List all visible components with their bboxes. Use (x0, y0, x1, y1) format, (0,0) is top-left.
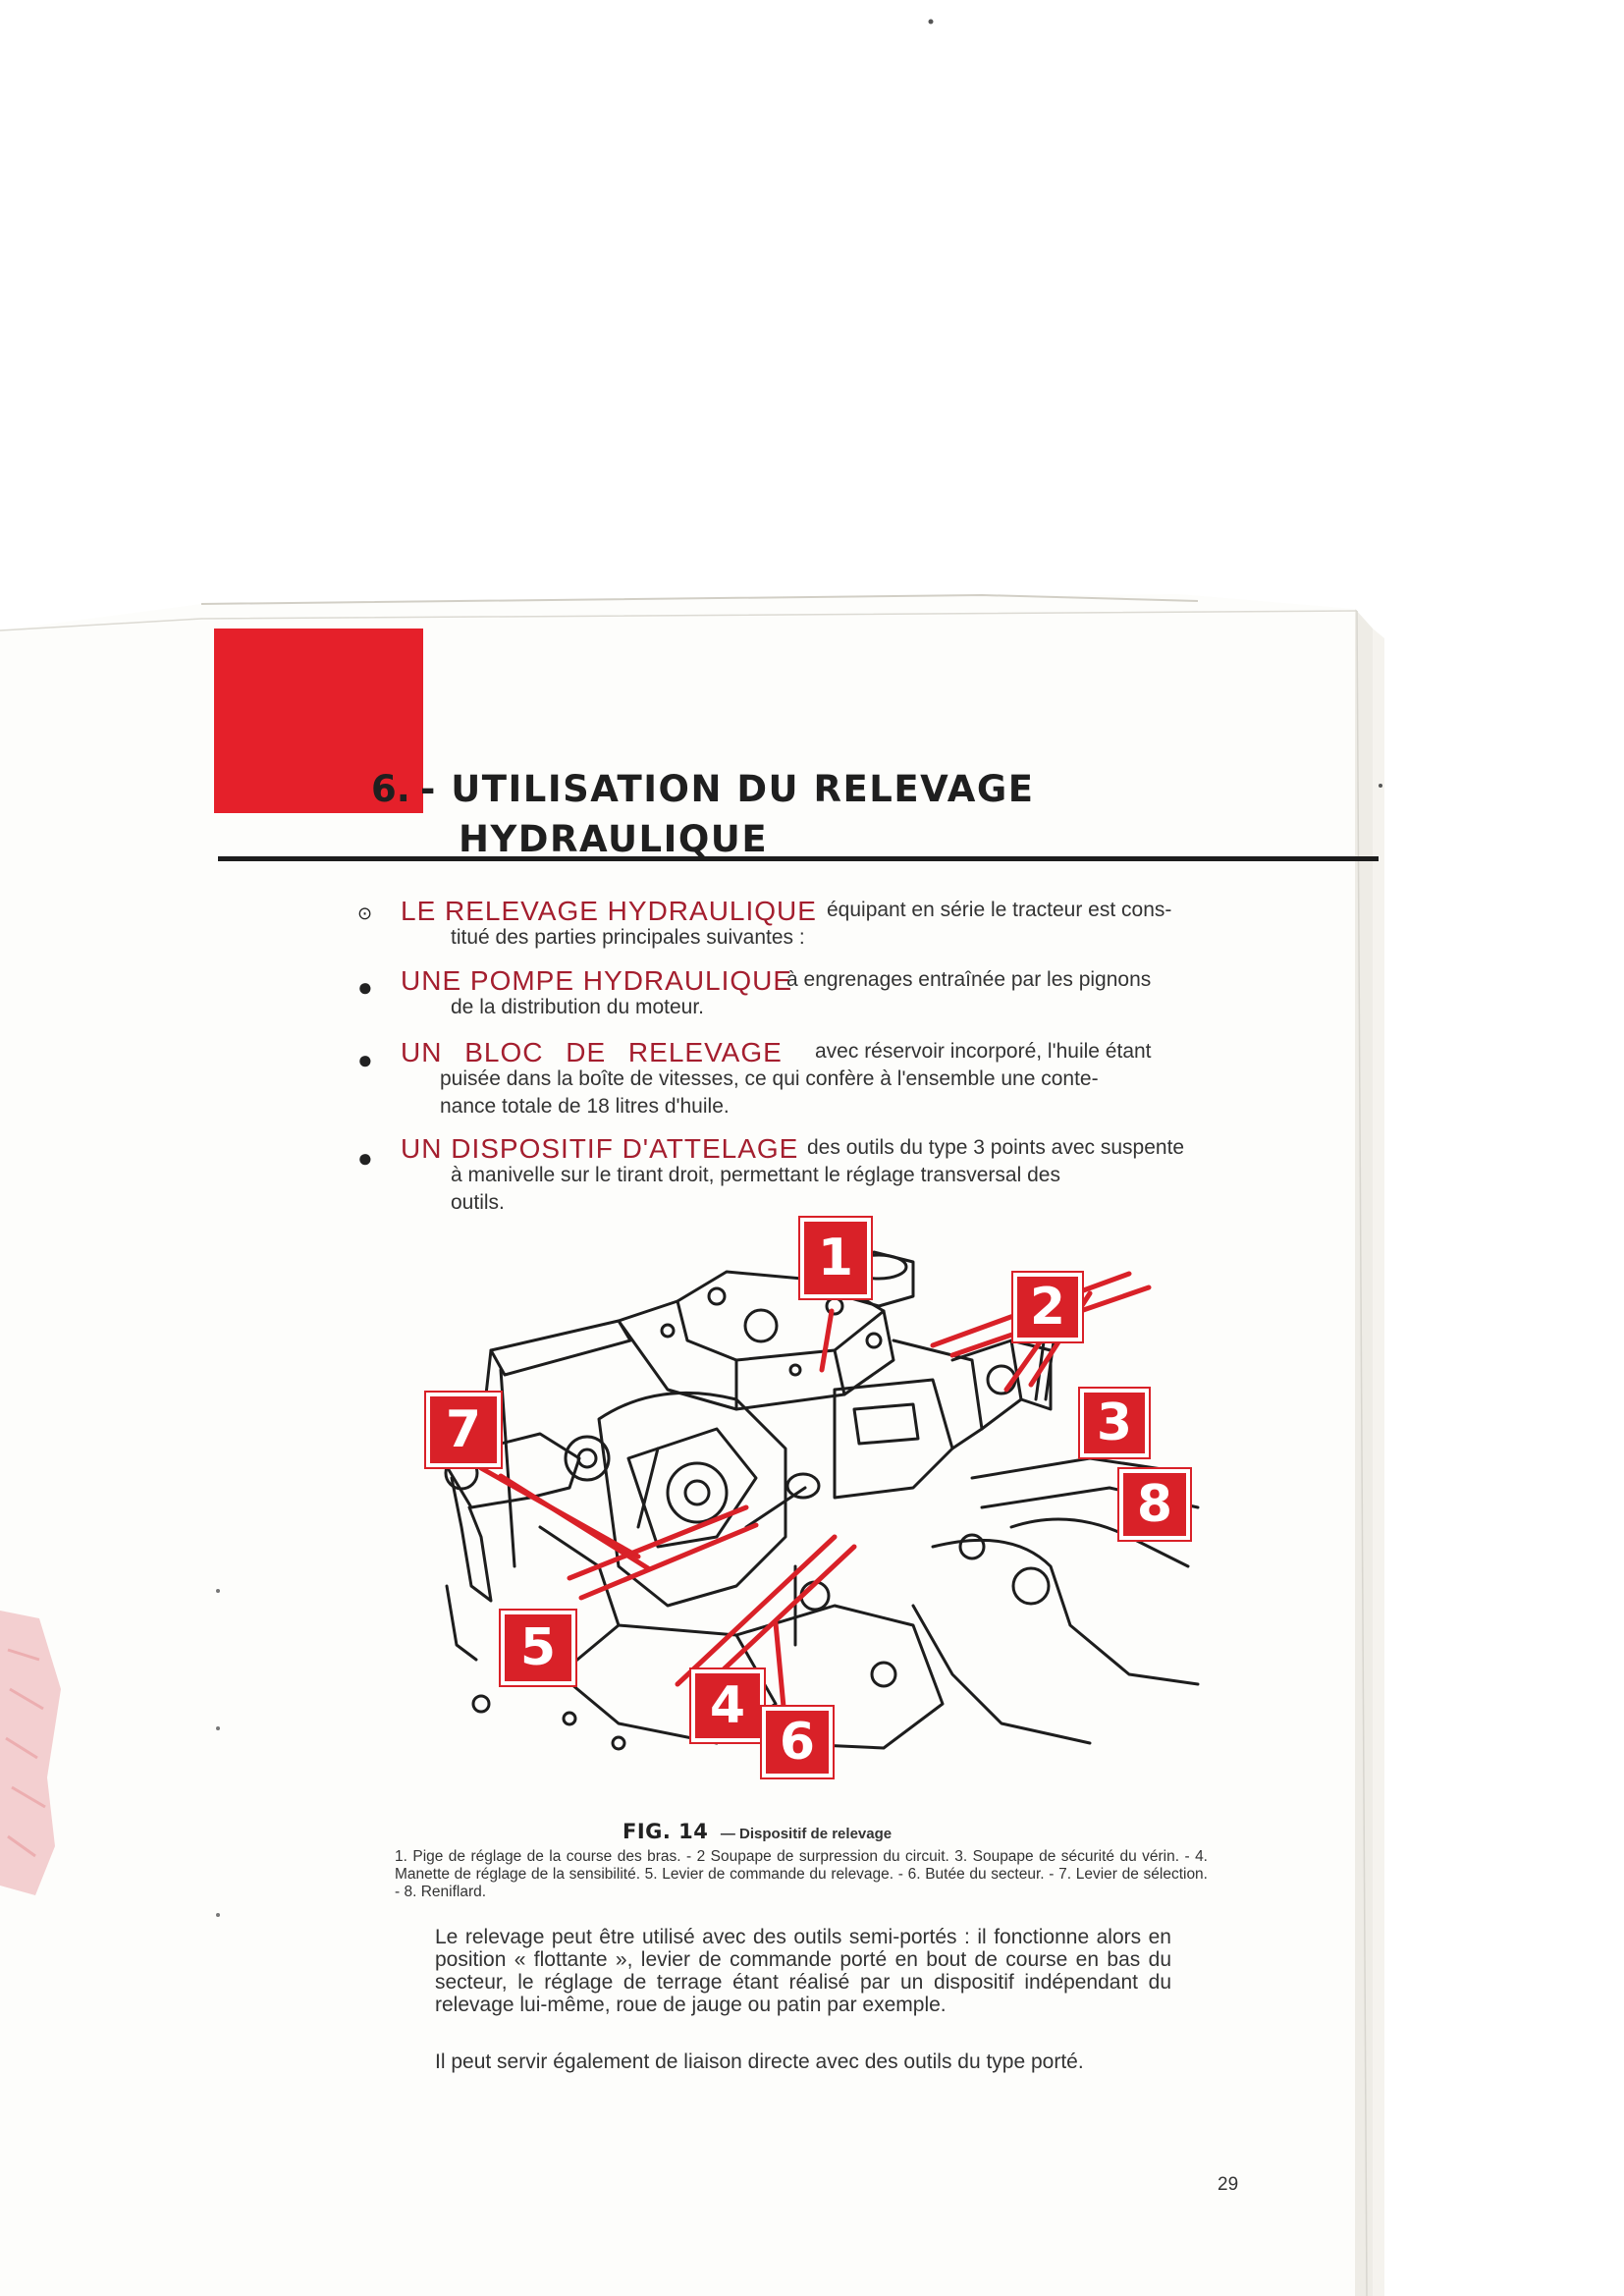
bullet-icon: ● (357, 972, 373, 1002)
page-number: 29 (1218, 2174, 1239, 2195)
intro-lead: LE RELEVAGE HYDRAULIQUE (401, 896, 817, 926)
section-number: 6. (371, 768, 410, 810)
bullet-icon: ● (357, 1045, 373, 1074)
bullet-icon: ● (357, 1143, 373, 1173)
callout-number: 8 (1136, 1475, 1173, 1534)
callout-7 (426, 1393, 501, 1467)
intro-text-cont: titué des parties principales suivantes : (451, 926, 805, 949)
callout-3 (1080, 1389, 1149, 1457)
intro-lead: UN BLOC DE RELEVAGE (401, 1037, 783, 1067)
figure-title (623, 1820, 892, 1843)
callout-number: 7 (445, 1400, 482, 1459)
callout-5 (501, 1611, 575, 1685)
paragraph: Le relevage peut être utilisé avec des outils semi-portés : il fonctionne alors en position « flottante », levier de commande porté en bout de course en bas du secteur, le réglage de terrage étant réalisé par un dispositif indépendant du relevage lui-même, roue de jauge ou patin par exemple. (435, 1926, 1171, 2016)
callout-8 (1119, 1469, 1190, 1540)
figure-label: FIG. 14 (623, 1820, 709, 1843)
intro-text-cont: puisée dans la boîte de vitesses, ce qui confère à l'ensemble une conte- nance totale de 18 litres d'huile. (440, 1067, 1099, 1118)
paragraph: Il peut servir également de liaison directe avec des outils du type porté. (435, 2050, 1084, 2073)
callout-number: 3 (1096, 1394, 1133, 1452)
intro-text-cont: de la distribution du moteur. (451, 996, 704, 1018)
callout-6 (762, 1707, 833, 1777)
callout-number: 5 (519, 1618, 557, 1677)
callout-1 (800, 1218, 871, 1298)
callout-number: 2 (1029, 1278, 1066, 1337)
callout-number: 4 (709, 1676, 746, 1735)
section-title-line1: - UTILISATION DU RELEVAGE (420, 768, 1035, 810)
intro-text-start: à engrenages entraînée par les pignons (786, 968, 1152, 991)
intro-text-cont: à manivelle sur le tirant droit, permettant le réglage transversal des outils. (451, 1164, 1060, 1214)
bullet-icon: ⊙ (357, 903, 373, 923)
figure-caption: 1. Pige de réglage de la course des bras. - 2 Soupape de surpression du circuit. 3. Soupape de sécurité du vérin. - 4. Manette de réglage de la sensibilité. 5. Levier de commande du relevage. - 6. Butée du secteur. - 7. Levier de sélection. - 8. Reniflard. (395, 1848, 1208, 1900)
intro-lead: UN DISPOSITIF D'ATTELAGE (401, 1133, 799, 1164)
intro-text-start: des outils du type 3 points avec suspente (807, 1136, 1185, 1159)
callout-4 (691, 1669, 764, 1742)
callout-2 (1013, 1273, 1082, 1341)
section-title-line2: HYDRAULIQUE (459, 818, 769, 860)
intro-lead: UNE POMPE HYDRAULIQUE (401, 965, 793, 996)
callout-number: 1 (817, 1229, 854, 1287)
callout-number: 6 (779, 1713, 816, 1772)
intro-text-start: avec réservoir incorporé, l'huile étant (815, 1040, 1152, 1063)
figure-subtitle: — Dispositif de relevage (720, 1826, 893, 1842)
intro-text-start: équipant en série le tracteur est cons- (827, 899, 1172, 921)
